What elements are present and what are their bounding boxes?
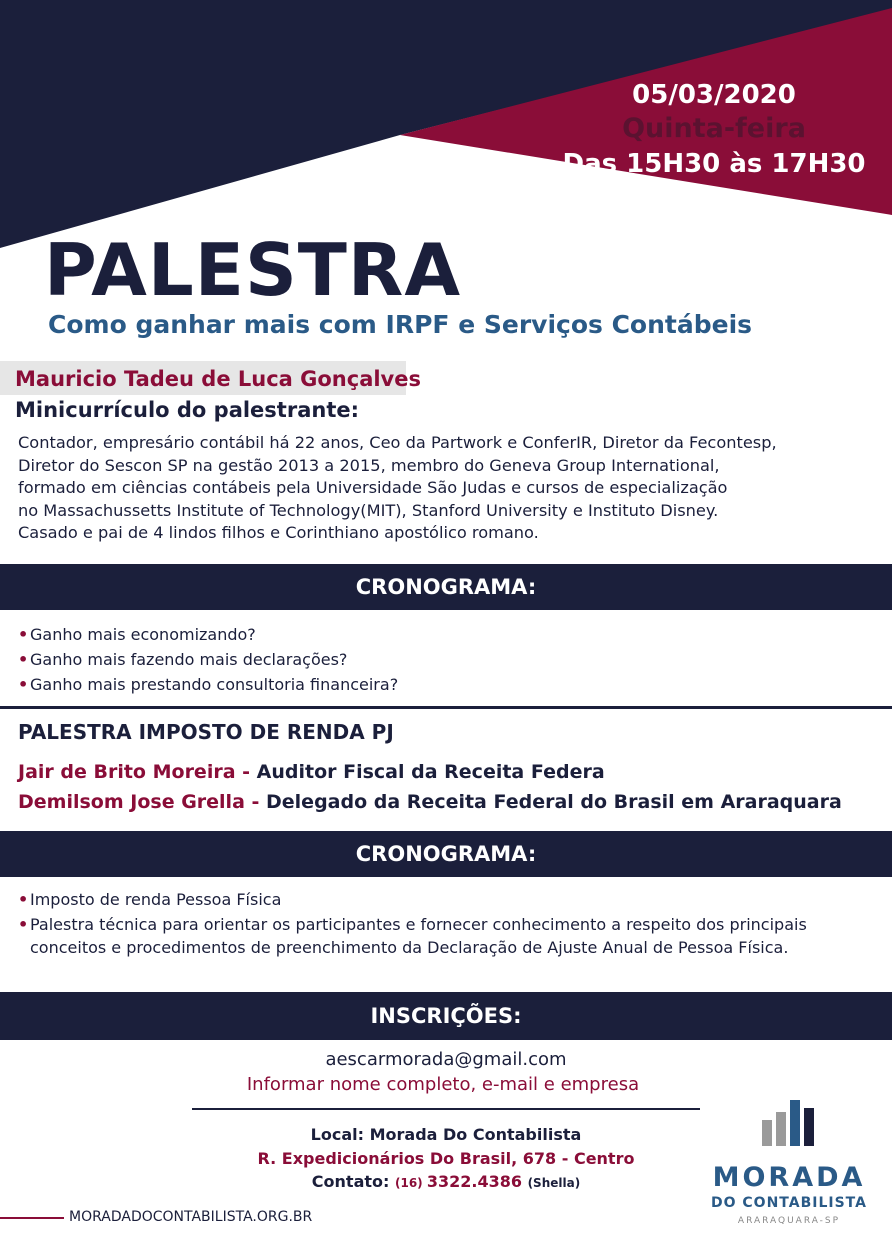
- event-time: Das 15H30 às 17H30: [562, 149, 866, 179]
- bullet-icon: •: [18, 675, 29, 694]
- list-item: [18, 622, 398, 647]
- bio-line: no Massachussetts Institute of Technology(MIT), Stanford University e Instituto Disney.: [18, 500, 719, 520]
- bio-line: formado em ciências contábeis pela Universidade São Judas e cursos de especialização: [18, 478, 728, 497]
- list-item: [18, 888, 878, 911]
- schedule-1-heading: CRONOGRAMA:: [0, 564, 892, 610]
- list-item-text: Ganho mais fazendo mais declarações?: [30, 650, 348, 669]
- registration-heading: INSCRIÇÕES:: [0, 992, 892, 1040]
- website-url: MORADADOCONTABILISTA.ORG.BR: [69, 1209, 313, 1225]
- event-date: 05/03/2020: [632, 80, 796, 110]
- bullet-icon: •: [18, 890, 29, 909]
- pj-lecture-title: PALESTRA IMPOSTO DE RENDA PJ: [18, 720, 394, 744]
- bullet-icon: •: [18, 650, 29, 669]
- bullet-icon: •: [18, 915, 29, 934]
- pj-speaker-name: Jair de Brito Moreira -: [18, 761, 257, 783]
- phone-area-code: (16): [394, 1176, 427, 1190]
- list-item-text: Imposto de renda Pessoa Física: [30, 890, 282, 909]
- schedule-2-heading: CRONOGRAMA:: [0, 831, 892, 877]
- logo-wordmark: MORADA: [712, 1162, 866, 1193]
- list-item-text: Ganho mais prestando consultoria financeira?: [30, 675, 399, 694]
- event-weekday: Quinta-feira: [622, 113, 806, 144]
- venue-address: R. Expedicionários Do Brasil, 678 - Centro: [257, 1149, 635, 1168]
- bio-line: Contador, empresário contábil há 22 anos, Ceo da Partwork e ConferIR, Diretor da Fecontesp,: [18, 433, 777, 452]
- schedule-2-list: [18, 888, 878, 961]
- divider-line: [192, 1108, 700, 1110]
- contact-name: (Shella): [527, 1176, 581, 1190]
- pj-speaker-name: Demilsom Jose Grella -: [18, 791, 267, 813]
- section-divider: [0, 706, 892, 709]
- pj-speaker: [18, 791, 842, 813]
- venue-name: Local: Morada Do Contabilista: [310, 1125, 582, 1144]
- contact-label: Contato:: [311, 1172, 395, 1191]
- list-item-text: Ganho mais economizando?: [30, 625, 256, 644]
- page-subtitle: Como ganhar mais com IRPF e Serviços Contábeis: [48, 310, 753, 339]
- page-title: PALESTRA: [44, 228, 462, 312]
- schedule-1-list: [18, 622, 398, 697]
- list-item: [18, 672, 398, 697]
- pj-speaker-role: Delegado da Receita Federal do Brasil em Araraquara: [266, 791, 842, 813]
- list-item-text: Palestra técnica para orientar os participantes e fornecer conhecimento a respeito dos principais conceitos e procedimentos de preenchimento da Declaração de Ajuste Anual de Pessoa Física.: [30, 915, 807, 957]
- logo-subtitle: DO CONTABILISTA: [711, 1195, 867, 1211]
- list-item: [18, 913, 878, 959]
- list-item: [18, 647, 398, 672]
- registration-email: aescarmorada@gmail.com: [325, 1049, 567, 1070]
- registration-instructions: Informar nome completo, e-mail e empresa: [246, 1074, 640, 1095]
- bullet-icon: •: [18, 625, 29, 644]
- speaker-cv-heading: Minicurrículo do palestrante:: [15, 398, 359, 422]
- phone-number: 3322.4386: [426, 1172, 528, 1191]
- logo-city: ARARAQUARA-SP: [737, 1216, 841, 1226]
- pj-speaker: [18, 761, 605, 783]
- speaker-name: Mauricio Tadeu de Luca Gonçalves: [15, 367, 421, 391]
- bio-line: Diretor do Sescon SP na gestão 2013 a 2015, membro do Geneva Group International,: [18, 455, 720, 475]
- speaker-bio: [18, 432, 888, 545]
- pj-speaker-role: Auditor Fiscal da Receita Federa: [256, 761, 605, 783]
- venue-contact: [190, 1172, 702, 1191]
- website-accent-line: [0, 1217, 64, 1219]
- event-date-block: [554, 78, 874, 182]
- bio-line: Casado e pai de 4 lindos filhos e Corinthiano apostólico romano.: [18, 523, 539, 542]
